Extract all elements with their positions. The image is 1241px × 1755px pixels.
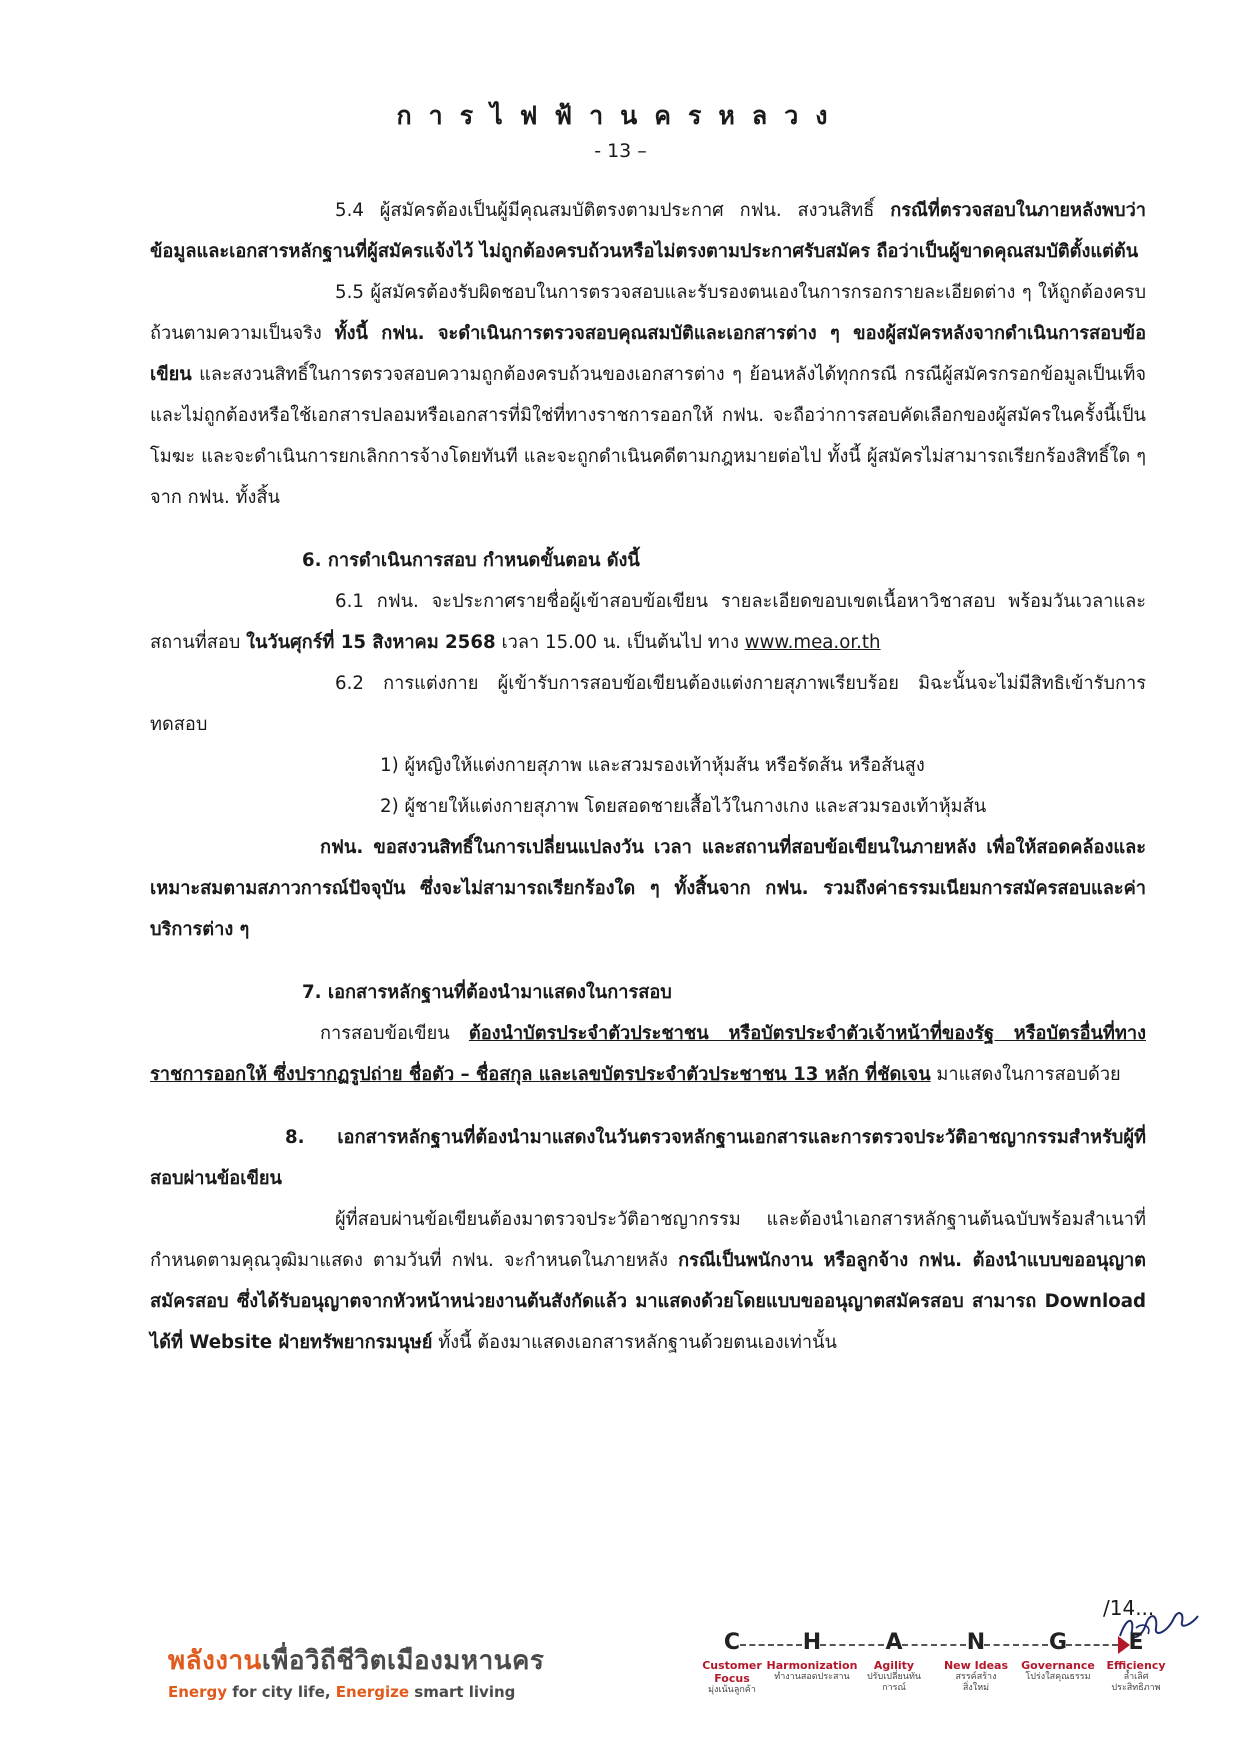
section-8-heading: 8. เอกสารหลักฐานที่ต้องนำมาแสดงในวันตรวจหลักฐานเอกสารและการตรวจประวัติอาชญากรรมสำหรับผู้ที่สอบผ่านข้อเขียน [150, 1127, 1146, 1189]
slogan-en-part: smart living [409, 1683, 516, 1701]
change-thai: ทำงานสอดประสาน [774, 1672, 850, 1682]
slogan-en-part: Energize [335, 1683, 410, 1701]
change-english: Efficiency [1106, 1659, 1166, 1672]
dress-code-item-1: 1) ผู้หญิงให้แต่งกายสุภาพ และสวมรองเท้าหุ้มส้น หรือรัดส้น หรือส้นสูง [380, 755, 925, 776]
text-run: 6.1 กฟน. จะประกาศรายชื่อผู้เข้าสอบข้อเขียน รายละเอียดขอบเขตเนื้อหาวิชาสอบ พร้อมวันเวลาและสถานที่สอบ [150, 591, 1146, 653]
section-7-heading: 7. เอกสารหลักฐานที่ต้องนำมาแสดงในการสอบ [302, 982, 672, 1003]
change-english: Governance [1021, 1659, 1095, 1672]
paragraph-6-1 [150, 581, 1146, 663]
bold-text-run: ทั้งนี้ กฟน. จะดำเนินการตรวจสอบคุณสมบัติและเอกสารต่าง ๆ ของผู้สมัครหลังจากดำเนินการสอบข้อเขียน [150, 323, 1146, 385]
change-item-e [1088, 1630, 1184, 1694]
text-run: 5.4 ผู้สมัครต้องเป็นผู้มีคุณสมบัติตรงตามประกาศ กฟน. สงวนสิทธิ์ [335, 200, 891, 221]
slogan-en-part: for city life, [227, 1683, 336, 1701]
change-thai: ปรับเปลี่ยนทันการณ์ [866, 1672, 922, 1693]
bold-text-run: กรณีเป็นพนักงาน หรือลูกจ้าง กฟน. ต้องนำแบบขออนุญาตสมัครสอบ ซึ่งได้รับอนุญาตจากหัวหน้าหน่วยงานต้นสังกัดแล้ว มาแสดงด้วยโดยแบบขออนุญาตสมัครสอบ สามารถ Download ได้ที่ Website ฝ่ายทรัพยากรมนุษย์ [150, 1250, 1146, 1353]
change-english: Customer Focus [702, 1659, 762, 1685]
text-run: ผู้ที่สอบผ่านข้อเขียนต้องมาตรวจประวัติอาชญากรรม และต้องนำเอกสารหลักฐานต้นฉบับพร้อมสำเนาที่กำหนดตามคุณวุฒิมาแสดง ตามวันที่ กฟน. จะกำหนดในภายหลัง [150, 1209, 1146, 1271]
change-english: New Ideas [943, 1659, 1009, 1672]
change-letter: G [1048, 1630, 1068, 1655]
slogan-thai-highlight: พลังงาน [168, 1646, 262, 1676]
slogan-thai-rest: เพื่อวิถีชีวิตเมืองมหานคร [261, 1646, 545, 1676]
paragraph-5-4 [150, 190, 1146, 272]
organization-title: การไฟฟ้านครหลวง [396, 101, 845, 130]
paragraph-5-5 [150, 272, 1146, 518]
text-run: เวลา 15.00 น. เป็นต้นไป ทาง [495, 632, 745, 653]
text-run: 5.5 ผู้สมัครต้องรับผิดชอบในการตรวจสอบและรับรองตนเองในการกรอกรายละเอียดต่าง ๆ ให้ถูกต้องครบถ้วนตามความเป็นจริง [150, 282, 1146, 344]
mea-slogan [168, 1640, 544, 1701]
change-english: Agility [873, 1659, 915, 1672]
section-gap [150, 950, 1146, 972]
slogan-english [168, 1683, 544, 1701]
change-letter: C [723, 1630, 741, 1655]
section-gap [150, 1095, 1146, 1117]
text-run: การสอบข้อเขียน [320, 1023, 469, 1044]
change-letter: E [1128, 1630, 1144, 1655]
page-number: - 13 – [594, 140, 647, 162]
change-letter: N [966, 1630, 986, 1655]
paragraph-7 [150, 1013, 1146, 1095]
section-6-heading: 6. การดำเนินการสอบ กำหนดขั้นตอน ดังนี้ [302, 550, 640, 571]
change-thai: มุ่งเน้นลูกค้า [708, 1685, 756, 1695]
change-values-logo [690, 1630, 1190, 1740]
text-run: ทั้งนี้ ต้องมาแสดงเอกสารหลักฐานด้วยตนเองเท่านั้น [432, 1332, 837, 1353]
bold-text-run: ในวันศุกร์ที่ 15 สิงหาคม 2568 [246, 632, 496, 653]
change-letter: H [802, 1630, 822, 1655]
slogan-thai [168, 1640, 544, 1681]
change-letter: A [885, 1630, 903, 1655]
text-run: มาแสดงในการสอบด้วย [930, 1064, 1121, 1085]
slogan-en-part: Energy [168, 1683, 228, 1701]
paragraph-6-2: 6.2 การแต่งกาย ผู้เข้ารับการสอบข้อเขียนต้องแต่งกายสุภาพเรียบร้อย มิฉะนั้นจะไม่มีสิทธิเข้ารับการทดสอบ [150, 673, 1146, 735]
change-english: Harmonization [766, 1659, 858, 1672]
change-thai: โปร่งใสคุณธรรม [1025, 1672, 1091, 1682]
mea-website-link[interactable]: www.mea.or.th [744, 632, 881, 653]
paragraph-8 [150, 1199, 1146, 1363]
bold-text-run: กรณีที่ตรวจสอบในภายหลังพบว่าข้อมูลและเอกสารหลักฐานที่ผู้สมัครแจ้งไว้ ไม่ถูกต้องครบถ้วนหรือไม่ตรงตามประกาศรับสมัคร ถือว่าเป็นผู้ขาดคุณสมบัติตั้งแต่ต้น [150, 200, 1146, 262]
dress-code-item-2: 2) ผู้ชายให้แต่งกายสุภาพ โดยสอดชายเสื้อไว้ในกางเกง และสวมรองเท้าหุ้มส้น [380, 796, 987, 817]
text-run: และสงวนสิทธิ์ในการตรวจสอบความถูกต้องครบถ้วนของเอกสารต่าง ๆ ย้อนหลังได้ทุกกรณี กรณีผู้สมัครกรอกข้อมูลเป็นเท็จ และไม่ถูกต้องหรือใช้เอกสารปลอมหรือเอกสารที่มิใช่ที่ทางราชการออกให้ กฟน. จะถือว่าการสอบคัดเลือกของผู้สมัครในครั้งนี้เป็นโมฆะ และจะดำเนินการยกเลิกการจ้างโดยทันที และจะถูกดำเนินคดีตามกฎหมายต่อไป ทั้งนี้ ผู้สมัครไม่สามารถเรียกร้องสิทธิ์ใด ๆ จาก กฟน. ทั้งสิ้น [150, 364, 1146, 508]
change-thai: สรรค์สร้างสิ่งใหม่ [955, 1672, 997, 1693]
section-gap [150, 518, 1146, 540]
bold-underlined-text-run: ต้องนำบัตรประจำตัวประชาชน หรือบัตรประจำตัวเจ้าหน้าที่ของรัฐ หรือบัตรอื่นที่ทางราชการออกให้ ซึ่งปรากฏรูปถ่าย ชื่อตัว – ชื่อสกุล และเลขบัตรประจำตัวประชาชน 13 หลัก ที่ชัดเจน [150, 1023, 1146, 1085]
next-page-marker: /14... [1103, 1596, 1155, 1620]
paragraph-notice: กฟน. ขอสงวนสิทธิ์ในการเปลี่ยนแปลงวัน เวลา และสถานที่สอบข้อเขียนในภายหลัง เพื่อให้สอดคล้องและเหมาะสมตามสภาวการณ์ปัจจุบัน ซึ่งจะไม่สามารถเรียกร้องใด ๆ ทั้งสิ้นจาก กฟน. รวมถึงค่าธรรมเนียมการสมัครสอบและค่าบริการต่าง ๆ [150, 837, 1146, 940]
document-body [150, 190, 1146, 1363]
change-thai: ล้ำเลิศประสิทธิภาพ [1111, 1672, 1161, 1693]
